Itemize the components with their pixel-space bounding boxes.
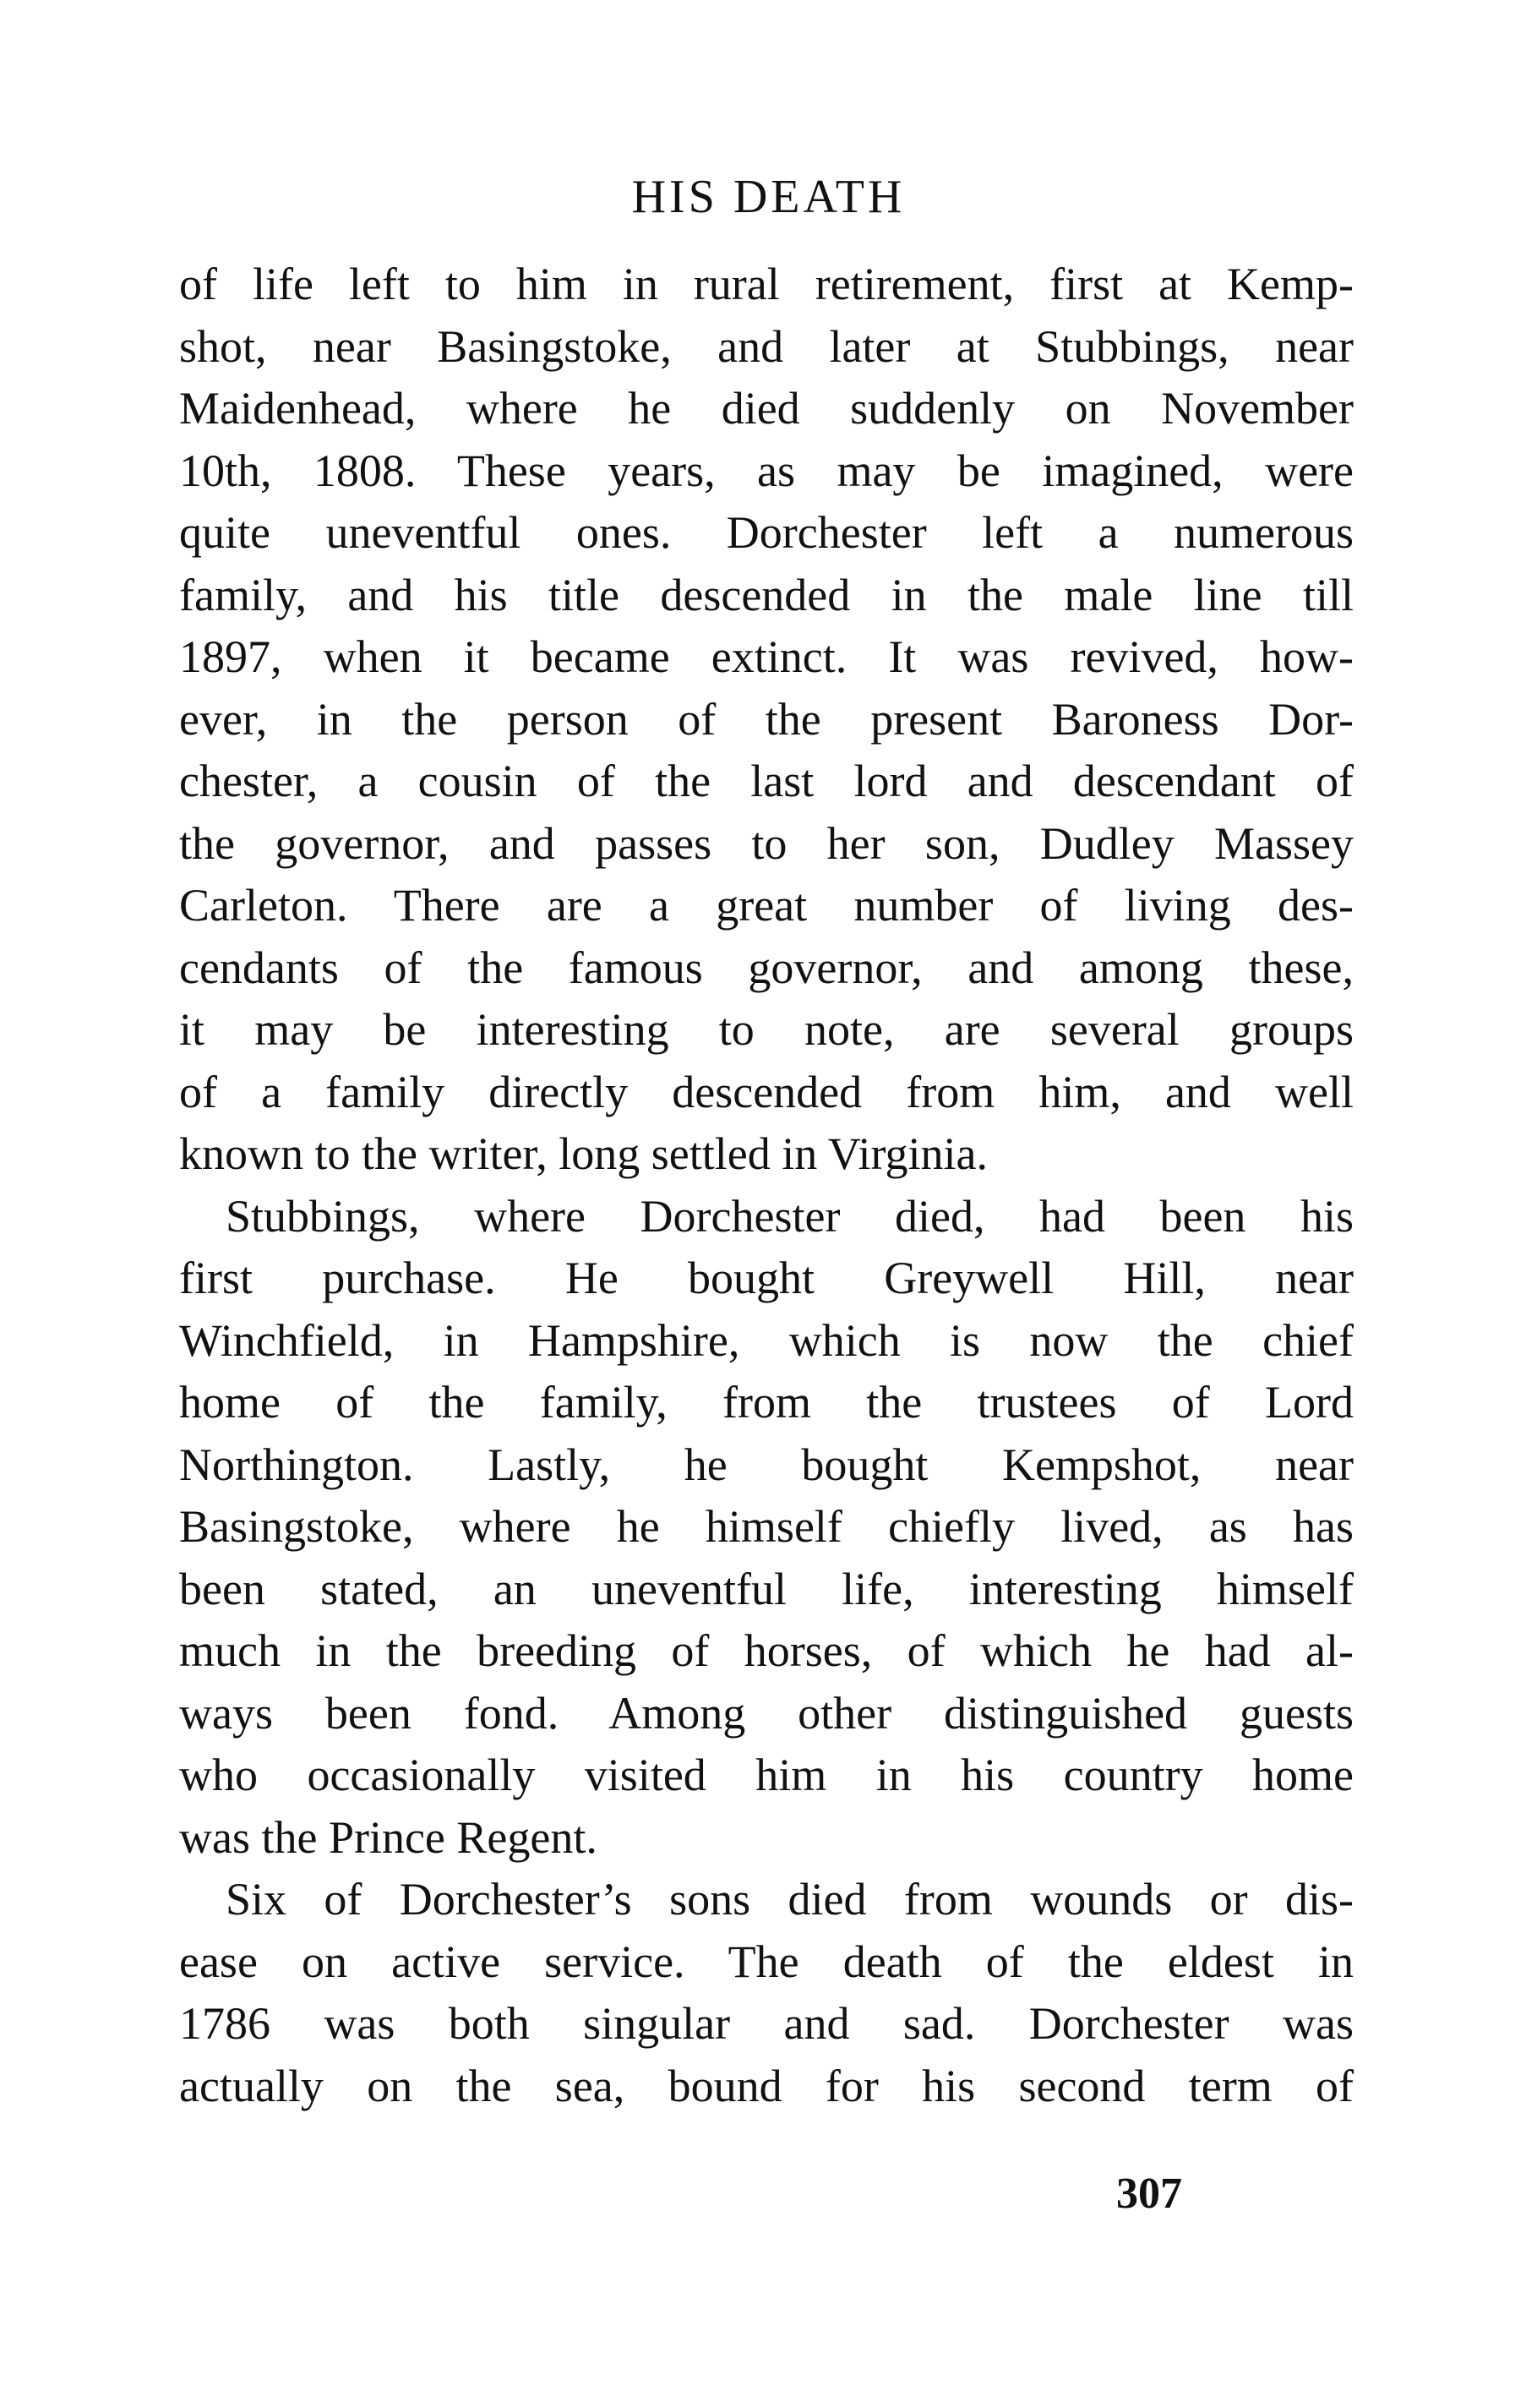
text-line: 10th, 1808. These years, as may be imagined, were: [179, 445, 1354, 496]
text-line: Maidenhead, where he died suddenly on November: [179, 383, 1354, 434]
text-line: known to the writer, long settled in Virginia.: [179, 1128, 988, 1179]
text-line: who occasionally visited him in his country home: [179, 1750, 1354, 1800]
text-line: 1897, when it became extinct. It was revived, how-: [179, 631, 1354, 682]
text-line: was the Prince Regent.: [179, 1811, 597, 1863]
body-text: [179, 254, 1354, 2117]
text-line: ways been fond. Among other distinguished guests: [179, 1687, 1354, 1739]
text-line: of life left to him in rural retirement, first at Kemp-: [179, 259, 1354, 309]
text-line: quite uneventful ones. Dorchester left a numerous: [179, 507, 1354, 558]
text-line: it may be interesting to note, are several groups: [179, 1004, 1354, 1055]
text-line: first purchase. He bought Greywell Hill, near: [179, 1253, 1354, 1303]
text-line: Basingstoke, where he himself chiefly lived, as has: [179, 1501, 1354, 1552]
text-line: 1786 was both singular and sad. Dorchester was: [179, 1998, 1354, 2049]
text-line: the governor, and passes to her son, Dudley Massey: [179, 817, 1354, 869]
text-line: of a family directly descended from him, and well: [179, 1066, 1354, 1117]
text-line: Six of Dorchester’s sons died from wounds or dis-: [226, 1874, 1354, 1925]
text-line: Northington. Lastly, he bought Kempshot, near: [179, 1439, 1354, 1490]
running-head: HIS DEATH: [631, 171, 906, 223]
text-line: been stated, an uneventful life, interesting himself: [179, 1563, 1354, 1614]
text-line: Stubbings, where Dorchester died, had been his: [226, 1190, 1354, 1242]
text-line: shot, near Basingstoke, and later at Stubbings, near: [179, 320, 1354, 372]
text-line: much in the breeding of horses, of which he had al-: [179, 1625, 1354, 1676]
text-line: actually on the sea, bound for his second term of: [179, 2060, 1354, 2111]
text-line: Winchfield, in Hampshire, which is now the chief: [179, 1314, 1354, 1366]
text-line: ease on active service. The death of the eldest in: [179, 1936, 1354, 1987]
text-line: ever, in the person of the present Baroness Dor-: [179, 693, 1354, 745]
page-number: 307: [1116, 2170, 1182, 2218]
text-line: cendants of the famous governor, and among these,: [179, 942, 1354, 993]
text-line: home of the family, from the trustees of Lord: [179, 1377, 1354, 1428]
text-line: chester, a cousin of the last lord and descendant of: [179, 756, 1354, 806]
text-line: family, and his title descended in the male line till: [179, 569, 1354, 620]
text-line: Carleton. There are a great number of living des-: [179, 880, 1354, 931]
